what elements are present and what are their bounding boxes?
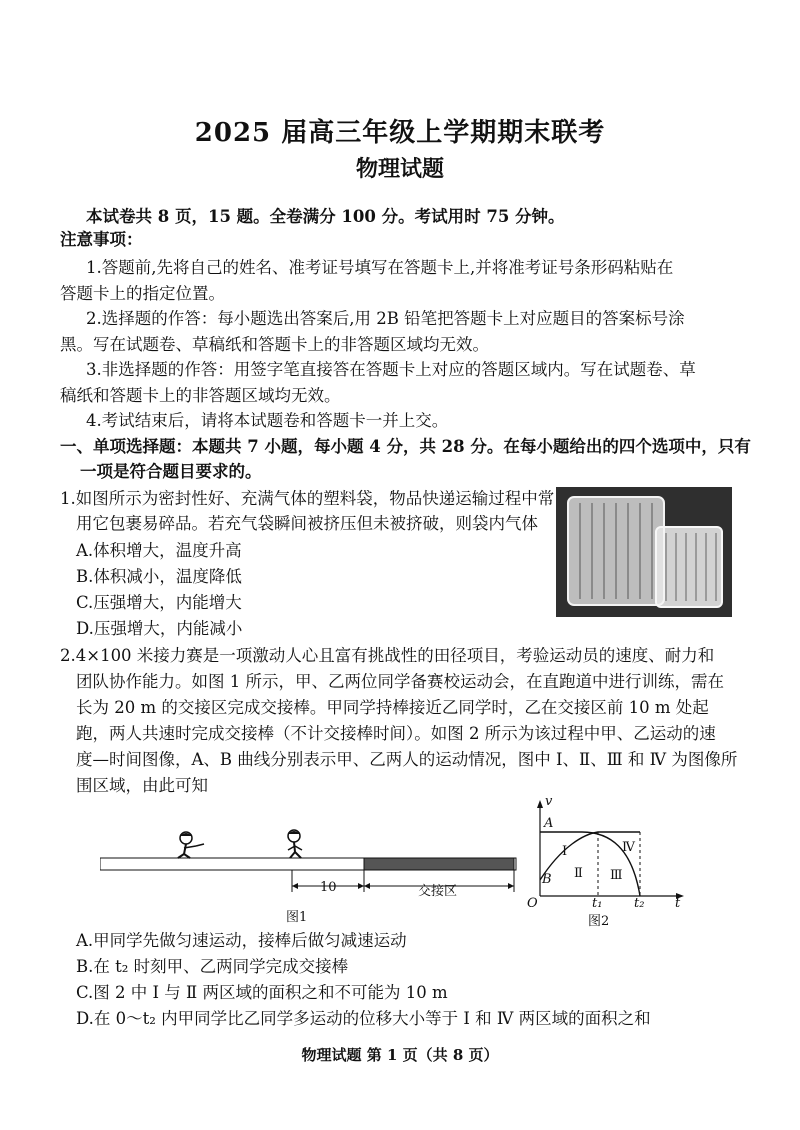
runner-jia-icon (178, 832, 204, 858)
notice-heading: 注意事项： (60, 230, 143, 249)
runner-yi-icon (288, 830, 302, 858)
exam-title: 2025 届高三年级上学期期末联考 (194, 118, 606, 148)
figure-2-vt-graph (522, 794, 690, 929)
exam-summary: 本试卷共 8 页，15 题。全卷满分 100 分。考试用时 75 分钟。 (86, 207, 565, 226)
v-axis-label: v (545, 794, 553, 809)
question-1-option-c[interactable]: C.压强增大，内能增大 (76, 593, 242, 612)
region-2-label: Ⅱ (574, 866, 583, 881)
question-2-stem: 度—时间图像，A、B 曲线分别表示甲、乙两人的运动情况，图中 Ⅰ、Ⅱ、Ⅲ 和 Ⅳ 为图像所 (76, 750, 738, 769)
question-2-stem: 跑，两人共速时完成交接棒（不计交接棒时间）。如图 2 所示为该过程中甲、乙运动的速 (76, 724, 716, 743)
t1-label: t₁ (592, 896, 603, 911)
air-bag-photo (556, 487, 732, 617)
figure-2-caption: 图2 (588, 914, 610, 929)
question-2-option-d[interactable]: D.在 0～t₂ 内甲同学比乙同学多运动的位移大小等于 Ⅰ 和 Ⅳ 两区域的面积之和 (76, 1009, 651, 1028)
handover-zone (364, 858, 514, 870)
curve-b-label: B (542, 872, 552, 887)
t2-label: t₂ (634, 896, 645, 911)
question-1-option-d[interactable]: D.压强增大，内能减小 (76, 619, 243, 638)
page-footer: 物理试题 第 1 页（共 8 页） (301, 1046, 499, 1064)
region-4-label: Ⅳ (622, 840, 635, 855)
figure-1-caption: 图1 (286, 910, 308, 925)
exam-subject: 物理试题 (355, 156, 444, 182)
curve-a-label: A (544, 816, 554, 831)
question-1-option-a[interactable]: A.体积增大，温度升高 (76, 541, 242, 560)
question-1-stem: 用它包裹易碎品。若充气袋瞬间被挤压但未被挤破，则袋内气体 (76, 514, 538, 533)
region-3-label: Ⅲ (610, 868, 623, 883)
question-2-stem: 2.4×100 米接力赛是一项激动人心且富有挑战性的田径项目，考验运动员的速度、耐力和 (60, 646, 715, 665)
t-axis-label: t (675, 896, 681, 911)
question-2-stem: 团队协作能力。如图 1 所示，甲、乙两位同学备赛校运动会，在直跑道中进行训练，需在 (76, 672, 724, 691)
note-line: 2.选择题的作答：每小题选出答案后,用 2B 铅笔把答题卡上对应题目的答案标号涂 (86, 309, 685, 328)
question-2-stem: 围区域，由此可知 (76, 776, 208, 795)
question-2-option-a[interactable]: A.甲同学先做匀速运动，接棒后做匀减速运动 (76, 931, 407, 950)
note-line: 黑。写在试题卷、草稿纸和答题卡上的非答题区域均无效。 (60, 335, 489, 354)
note-line: 3.非选择题的作答：用签字笔直接答在答题卡上对应的答题区域内。写在试题卷、草 (86, 360, 696, 379)
question-1-option-b[interactable]: B.体积减小，温度降低 (76, 567, 242, 586)
section-heading: 一、单项选择题：本题共 7 小题，每小题 4 分，共 28 分。在每小题给出的四个选项中，只有 (60, 437, 751, 456)
section-heading-continued: 一项是符合题目要求的。 (80, 462, 262, 481)
question-1-stem: 1.如图所示为密封性好、充满气体的塑料袋，物品快递运输过程中常 (60, 489, 555, 508)
question-2-option-b[interactable]: B.在 t₂ 时刻甲、乙两同学完成交接棒 (76, 957, 349, 976)
region-1-label: Ⅰ (562, 844, 568, 859)
zone-label: 交接区 (418, 884, 458, 899)
note-line: 4.考试结束后，请将本试题卷和答题卡一并上交。 (86, 411, 449, 430)
note-line: 答题卡上的指定位置。 (60, 284, 225, 303)
question-2-option-c[interactable]: C.图 2 中 Ⅰ 与 Ⅱ 两区域的面积之和不可能为 10 m (76, 983, 448, 1002)
note-line: 1.答题前,先将自己的姓名、准考证号填写在答题卡上,并将准考证号条形码粘贴在 (86, 258, 674, 277)
origin-label: O (527, 896, 538, 911)
question-2-stem: 长为 20 m 的交接区完成交接棒。甲同学持棒接近乙同学时，乙在交接区前 10 m 处起 (76, 698, 709, 717)
note-line: 稿纸和答题卡上的非答题区域均无效。 (60, 386, 341, 405)
distance-label: 10 (320, 880, 337, 895)
figure-1-track (100, 828, 520, 928)
